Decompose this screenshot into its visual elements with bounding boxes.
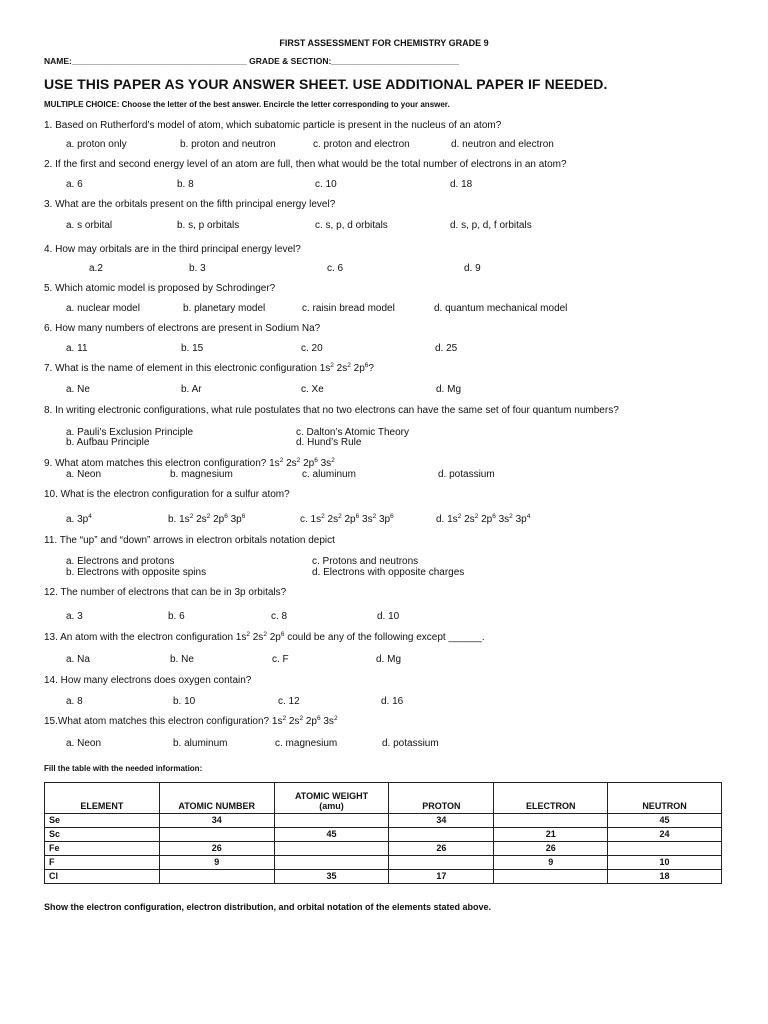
q4-option-c: c. 6 <box>327 263 344 274</box>
q2-option-b: b. 8 <box>177 179 194 190</box>
q7-option-c: c. Xe <box>301 384 324 395</box>
q8-option-d: d. Hund’s Rule <box>296 437 362 448</box>
question-1: 1. Based on Rutherford’s model of atom, which subatomic particle is present in the nucleus of an atom? <box>44 120 502 131</box>
cell-proton[interactable]: 17 <box>389 870 494 884</box>
q7-option-b: b. Ar <box>181 384 202 395</box>
q7-option-d: d. Mg <box>436 384 462 395</box>
question-7: 7. What is the name of element in this electronic configuration $1s^2$ $2s^2$ $2p^6$? <box>44 362 374 374</box>
q13-option-d: d. Mg <box>376 654 402 665</box>
header-atomic-weight: ATOMIC WEIGHT (amu) <box>274 783 389 814</box>
q6-option-d: d. 25 <box>435 343 458 354</box>
q13-option-a: a. Na <box>66 654 90 665</box>
page-title: FIRST ASSESSMENT FOR CHEMISTRY GRADE 9 <box>279 38 489 48</box>
question-3: 3. What are the orbitals present on the fifth principal energy level? <box>44 199 336 210</box>
question-13: 13. An atom with the electron configuration $1s^2$ $2s^2$ $2p^6$ could be any of the following except ______. <box>44 631 485 643</box>
q15-option-c: c. magnesium <box>275 738 338 749</box>
q9-option-b: b. magnesium <box>170 469 233 480</box>
q5-option-c: c. raisin bread model <box>302 303 395 314</box>
q5-option-d: d. quantum mechanical model <box>434 303 568 314</box>
q7-option-a: a. Ne <box>66 384 90 395</box>
cell-neutron[interactable]: 10 <box>608 856 722 870</box>
cell-electron[interactable] <box>494 814 608 828</box>
q5-option-b: b. planetary model <box>183 303 266 314</box>
cell-electron[interactable]: 26 <box>494 842 608 856</box>
cell-proton[interactable] <box>389 856 494 870</box>
question-5: 5. Which atomic model is proposed by Schrodinger? <box>44 283 276 294</box>
header-atomic-number: ATOMIC NUMBER <box>159 783 274 814</box>
question-15: 15.What atom matches this electron configuration? $1s^2$ $2s^2$ $2p^6$ $3s^2$ <box>44 715 338 727</box>
q9-option-d: d. potassium <box>438 469 495 480</box>
cell-atomic-weight[interactable]: 35 <box>274 870 389 884</box>
q10-option-a: a. $3p^4$ <box>66 513 92 525</box>
name-grade-section-line: NAME:_____________________________________ GRADE & SECTION:___________________________ <box>44 56 459 66</box>
cell-element[interactable]: Cl <box>45 870 160 884</box>
cell-proton[interactable]: 34 <box>389 814 494 828</box>
q1-option-d: d. neutron and electron <box>451 139 554 150</box>
cell-element[interactable]: Sc <box>45 828 160 842</box>
q8-option-c: c. Dalton’s Atomic Theory <box>296 427 410 438</box>
q13-option-c: c. F <box>272 654 289 665</box>
q9-option-a: a. Neon <box>66 469 102 480</box>
cell-atomic-number[interactable] <box>159 828 274 842</box>
question-12: 12. The number of electrons that can be in 3p orbitals? <box>44 587 287 598</box>
multiple-choice-instruction: MULTIPLE CHOICE: Choose the letter of the best answer. Encircle the letter corresponding to your answer. <box>44 100 450 109</box>
table-header-row <box>45 783 722 814</box>
q1-option-a: a. proton only <box>66 139 127 150</box>
table-row <box>45 856 722 870</box>
q11-option-b: b. Electrons with opposite spins <box>66 567 207 578</box>
q11-option-d: d. Electrons with opposite charges <box>312 567 465 578</box>
q12-option-a: a. 3 <box>66 611 83 622</box>
cell-atomic-number[interactable]: 26 <box>159 842 274 856</box>
q14-option-a: a. 8 <box>66 696 83 707</box>
q15-option-a: a. Neon <box>66 738 102 749</box>
q6-option-b: b. 15 <box>181 343 204 354</box>
cell-electron[interactable]: 21 <box>494 828 608 842</box>
question-10: 10. What is the electron configuration for a sulfur atom? <box>44 489 290 500</box>
q14-option-c: c. 12 <box>278 696 300 707</box>
header-proton: PROTON <box>389 783 494 814</box>
q13-option-b: b. Ne <box>170 654 194 665</box>
q3-option-a: a. s orbital <box>66 220 113 231</box>
question-11: 11. The “up” and “down” arrows in electron orbitals notation depict <box>44 535 335 546</box>
q14-option-b: b. 10 <box>173 696 196 707</box>
table-row <box>45 814 722 828</box>
table-row <box>45 828 722 842</box>
q8-option-b: b. Aufbau Principle <box>66 437 150 448</box>
cell-neutron[interactable] <box>608 842 722 856</box>
q4-option-a: a.2 <box>89 263 103 274</box>
q3-option-c: c. s, p, d orbitals <box>315 220 388 231</box>
q10-option-b: b. $1s^2$ $2s^2$ $2p^6$ $3p^6$ <box>168 513 246 525</box>
q4-option-b: b. 3 <box>189 263 206 274</box>
q12-option-d: d. 10 <box>377 611 400 622</box>
q5-option-a: a. nuclear model <box>66 303 140 314</box>
q6-option-c: c. 20 <box>301 343 323 354</box>
q2-option-a: a. 6 <box>66 179 83 190</box>
question-4: 4. How may orbitals are in the third principal energy level? <box>44 244 301 255</box>
cell-atomic-number[interactable]: 34 <box>159 814 274 828</box>
cell-element[interactable]: Fe <box>45 842 160 856</box>
footer-instruction: Show the electron configuration, electron distribution, and orbital notation of the elements stated above. <box>44 902 492 912</box>
q15-option-b: b. aluminum <box>173 738 228 749</box>
q1-option-b: b. proton and neutron <box>180 139 276 150</box>
cell-neutron[interactable]: 18 <box>608 870 722 884</box>
q4-option-d: d. 9 <box>464 263 481 274</box>
q6-option-a: a. 11 <box>66 343 88 354</box>
question-14: 14. How many electrons does oxygen contain? <box>44 675 252 686</box>
table-row <box>45 870 722 884</box>
cell-atomic-weight[interactable]: 45 <box>274 828 389 842</box>
question-9: 9. What atom matches this electron configuration? $1s^2$ $2s^2$ $2p^6$ $3s^2$ <box>44 457 335 469</box>
cell-atomic-number[interactable]: 9 <box>159 856 274 870</box>
q8-option-a: a. Pauli’s Exclusion Principle <box>66 427 194 438</box>
element-table <box>44 782 722 884</box>
cell-neutron[interactable]: 24 <box>608 828 722 842</box>
q12-option-b: b. 6 <box>168 611 185 622</box>
q11-option-a: a. Electrons and protons <box>66 556 175 567</box>
q12-option-c: c. 8 <box>271 611 288 622</box>
q9-option-c: c. aluminum <box>302 469 356 480</box>
cell-electron[interactable] <box>494 870 608 884</box>
q1-option-c: c. proton and electron <box>313 139 410 150</box>
table-instruction: Fill the table with the needed information: <box>44 764 203 773</box>
cell-atomic-weight[interactable] <box>274 856 389 870</box>
q15-option-d: d. potassium <box>382 738 439 749</box>
cell-atomic-weight[interactable] <box>274 814 389 828</box>
cell-neutron[interactable]: 45 <box>608 814 722 828</box>
table-row <box>45 842 722 856</box>
q2-option-d: d. 18 <box>450 179 473 190</box>
q10-option-d: d. $1s^2$ $2s^2$ $2p^6$ $3s^2$ $3p^4$ <box>436 513 531 525</box>
cell-element[interactable]: Se <box>45 814 160 828</box>
q3-option-d: d. s, p, d, f orbitals <box>450 220 532 231</box>
cell-atomic-weight[interactable] <box>274 842 389 856</box>
cell-electron[interactable]: 9 <box>494 856 608 870</box>
cell-element[interactable]: F <box>45 856 160 870</box>
header-neutron: NEUTRON <box>608 783 722 814</box>
header-electron: ELECTRON <box>494 783 608 814</box>
header-element: ELEMENT <box>45 783 160 814</box>
question-8: 8. In writing electronic configurations, what rule postulates that no two electrons can have the same set of four quantum numbers? <box>44 405 619 416</box>
q14-option-d: d. 16 <box>381 696 404 707</box>
cell-atomic-number[interactable] <box>159 870 274 884</box>
q10-option-c: c. $1s^2$ $2s^2$ $2p^6$ $3s^2$ $3p^6$ <box>300 513 394 525</box>
answer-sheet-instruction: USE THIS PAPER AS YOUR ANSWER SHEET. USE ADDITIONAL PAPER IF NEEDED. <box>44 76 608 92</box>
q2-option-c: c. 10 <box>315 179 337 190</box>
q3-option-b: b. s, p orbitals <box>177 220 240 231</box>
question-2: 2. If the first and second energy level of an atom are full, then what would be the total number of electrons in an atom? <box>44 159 567 170</box>
cell-proton[interactable] <box>389 828 494 842</box>
cell-proton[interactable]: 26 <box>389 842 494 856</box>
q11-option-c: c. Protons and neutrons <box>312 556 419 567</box>
question-6: 6. How many numbers of electrons are present in Sodium Na? <box>44 323 321 334</box>
